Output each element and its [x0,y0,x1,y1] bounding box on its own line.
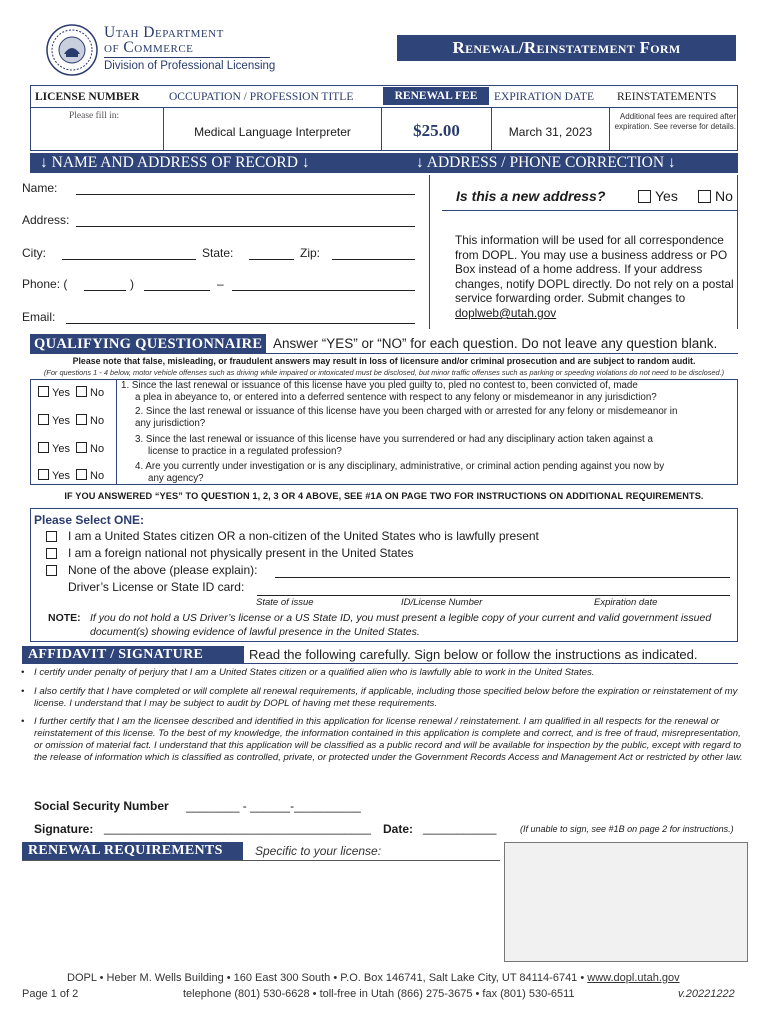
q2-answers [38,414,104,427]
q2-no-checkbox[interactable] [76,414,87,425]
unable-to-sign-note: (If unable to sign, see #1B on page 2 for instructions.) [520,824,734,834]
form-title [397,35,736,61]
reinstatement-note: Additional fees are required after expiration. See reverse for details. [614,112,736,131]
q2-yes-label: Yes [52,415,70,427]
bullet-dot: • [21,686,25,697]
citizenship-option-2-checkbox[interactable] [46,548,57,559]
name-address-header [30,153,738,173]
bullet-dot: • [21,716,25,727]
state-field[interactable] [249,259,294,260]
date-field[interactable]: ___________ [423,821,497,835]
address-field[interactable] [76,226,415,227]
dept-name-line1: Utah Department [104,24,224,41]
drivers-license-label: Driver’s License or State ID card: [68,580,245,594]
col-expiration: EXPIRATION DATE [494,91,594,103]
id-number-label: ID/License Number [401,597,483,608]
footer-website-link[interactable]: www.dopl.utah.gov [587,972,680,984]
q3-no-checkbox[interactable] [76,442,87,453]
q4-yes-label: Yes [52,470,70,482]
questionnaire-footer-note: IF YOU ANSWERED “YES” TO QUESTION 1, 2, 3 OR 4 ABOVE, SEE #1A ON PAGE TWO FOR INSTRUCTIONS ON ADDITIONAL REQUIREMENTS. [64,491,704,501]
name-address-header-left: ↓ NAME AND ADDRESS OF RECORD ↓ [40,154,310,171]
affidavit-bullet-3 [21,716,750,764]
signature-label: Signature: [34,822,94,836]
q2-yes-checkbox[interactable] [38,414,49,425]
name-label: Name: [22,181,58,195]
renewal-requirements-header [22,842,243,860]
state-of-issue-label: State of issue [256,597,314,608]
drivers-license-field[interactable] [257,595,730,596]
q3-yes-label: Yes [52,443,70,455]
division-name: Division of Professional Licensing [104,60,276,72]
dept-name-line2: of Commerce [104,39,194,56]
citizenship-option-3: None of the above (please explain): [68,563,258,577]
email-label: Email: [22,310,56,324]
citizenship-option-1-checkbox[interactable] [46,531,57,542]
col-renewal-fee-text: RENEWAL FEE [394,90,478,102]
license-table [30,85,738,151]
new-address-yes-label: Yes [655,188,678,204]
explain-field[interactable] [275,577,730,578]
phone-dash: – [217,277,224,291]
footer-address [67,972,680,984]
q4-no-checkbox[interactable] [76,469,87,480]
footer-address-text: DOPL • Heber M. Wells Building • 160 East 300 South • P.O. Box 146741, Salt Lake City, UT 84114-6741 • [67,972,585,984]
header-divider [104,57,270,58]
footer-phones: telephone (801) 530-6628 • toll-free in Utah (866) 275-3675 • fax (801) 530-6511 [183,988,575,1000]
signature-field[interactable]: ________________________________________ [104,821,371,835]
questionnaire-warning: Please note that false, misleading, or fraudulent answers may result in loss of licensure and/or criminal prosecution and are subject to random audit. [72,356,696,366]
col-reinstatements: REINSTATEMENTS [617,91,717,103]
affidavit-bullet-3-text: I further certify that I am the licensee described and identified in this application for license renewal / reinstatement. I am qualified in all respects for the renewal or reinstatement of this license. To the best of my knowledge, the information contained in this application is complete and correct, and is free of fraud, misrepresentation, or omission of material fact. I understand that this application will be classified as a public record and will be available for inspection by the public, except with regard to the release of information which is classified as controlled, private, or protected under the Government Records Access and Management Act or restricted by other law. [34,716,743,763]
license-number-field[interactable] [32,108,162,150]
name-field[interactable] [76,194,415,195]
expiration-value: March 31, 2023 [508,125,593,139]
new-address-no-label: No [715,188,733,204]
citizenship-option-1: I am a United States citizen OR a non-citizen of the United States who is lawfully present [68,529,539,543]
q4-yes-checkbox[interactable] [38,469,49,480]
citizenship-header: Please Select ONE: [34,513,145,527]
note-text: If you do not hold a US Driver’s license or a US State ID, you must present a legible copy of your current and valid government issued document(s) showing evidence of lawful presence in the United States. [90,612,712,638]
affidavit-bullet-2-text: I also certify that I have completed or will complete all renewal requirements, if applicable, including those specified below before the expiration or reinstatement of my license. I understand that I may be subject to audit by DOPL of having met these requirements. [34,686,738,709]
affidavit-header-text: AFFIDAVIT / SIGNATURE [28,647,204,662]
name-address-header-right: ↓ ADDRESS / PHONE CORRECTION ↓ [416,154,676,171]
q4-no-label: No [90,470,105,482]
question-2-line2: any jurisdiction? [135,418,206,429]
question-4-line1: 4. Are you currently under investigation or is any disciplinary, administrative, or criminal action pending against you now by [135,461,665,472]
q1-yes-checkbox[interactable] [38,386,49,397]
citizenship-option-2: I am a foreign national not physically present in the United States [68,546,414,560]
questionnaire-header [30,334,266,354]
ssn-field[interactable]: ________ - ______-__________ [186,799,361,813]
affidavit-bullet-1-text: I certify under penalty of perjury that I am a United States citizen or a qualified alien who is lawfully able to work in the United States. [34,667,595,678]
col-renewal-fee [383,87,489,105]
question-3-line2: license to practice in a regulated profession? [148,446,342,457]
phone-prefix-field[interactable] [144,290,210,291]
affidavit-instruction: Read the following carefully. Sign below or follow the instructions as indicated. [249,647,698,662]
question-4-line2: any agency? [148,473,204,484]
q1-no-checkbox[interactable] [76,386,87,397]
q3-no-label: No [90,443,105,455]
expiration-date-label: Expiration date [594,597,658,608]
q3-answers [38,442,104,455]
phone-paren: ) [130,277,134,291]
renewal-requirements-header-text: RENEWAL REQUIREMENTS [28,843,223,858]
question-3-line1: 3. Since the last renewal or issuance of this license have you surrendered or had any disciplinary action taken against a [135,434,653,445]
q1-no-label: No [90,387,105,399]
address-info-text: This information will be used for all correspondence from DOPL. You may use a business address or PO Box instead of a home address. If your address changes, notify DOPL directly. Do not rely on a postal service forwarding order. Submit changes to [455,233,734,306]
date-label: Date: [383,822,414,836]
questionnaire-instruction: Answer “YES” or “NO” for each question. Do not leave any question blank. [273,336,718,351]
phone-line-field[interactable] [232,290,415,291]
city-field[interactable] [62,259,196,260]
form-version: v.20221222 [678,988,735,1000]
new-address-question: Is this a new address? [456,188,606,204]
office-use-box [504,842,748,962]
new-address-no-checkbox[interactable] [698,190,711,203]
citizenship-option-3-checkbox[interactable] [46,565,57,576]
q4-answers [38,469,104,482]
address-correction-panel [429,175,738,329]
question-1-line2: a plea in abeyance to, or entered into a deferred sentence with respect to any felony or misdemeanor in any jurisdiction? [135,392,657,403]
state-seal [46,24,98,76]
q1-answers [38,386,104,399]
questions-divider [116,380,117,484]
table-divider [609,107,610,151]
question-2-line1: 2. Since the last renewal or issuance of this license have you been charged with or arrested for any felony or misdemeanor in [135,406,678,417]
ssn-label: Social Security Number [34,799,169,813]
affidavit-header-rule [22,663,738,664]
zip-field[interactable] [332,259,415,260]
page-number: Page 1 of 2 [22,988,79,1000]
q1-yes-label: Yes [52,387,70,399]
state-label: State: [202,246,234,260]
affidavit-header [22,646,244,664]
form-title-text: Renewal/Reinstatement Form [452,38,681,57]
dopl-email-link[interactable]: doplweb@utah.gov [455,306,557,320]
phone-area-field[interactable] [84,290,126,291]
occupation-value: Medical Language Interpreter [194,125,351,139]
zip-label: Zip: [300,246,321,260]
q2-no-label: No [90,415,105,427]
col-license-number: LICENSE NUMBER [35,91,140,103]
questionnaire-header-text: QUALIFYING QUESTIONNAIRE [34,336,263,352]
address-label: Address: [22,213,70,227]
phone-label: Phone: ( [22,277,68,291]
new-address-yes-checkbox[interactable] [638,190,651,203]
affidavit-bullet-2 [21,686,749,710]
affidavit-bullet-1 [21,667,739,679]
bullet-dot: • [21,667,25,678]
col-occupation: OCCUPATION / PROFESSION TITLE [169,91,354,103]
questionnaire-note: (For questions 1 - 4 below, motor vehicle offenses such as driving while impaired or intoxicated must be disclosed, but minor traffic offenses such as parking or speeding violations do not need to be disclosed.) [43,368,725,377]
fee-value: $25.00 [413,121,460,140]
q3-yes-checkbox[interactable] [38,442,49,453]
city-label: City: [22,246,46,260]
email-field[interactable] [66,323,415,324]
renewal-requirements-rule [22,860,500,861]
note-label: NOTE: [48,612,81,624]
license-number-placeholder: Please fill in: [69,111,120,121]
question-1-line1: 1. Since the last renewal or issuance of this license have you pled guilty to, pled no contest to, been convicted of, made [121,380,638,391]
renewal-requirements-subtitle: Specific to your license: [255,844,382,858]
